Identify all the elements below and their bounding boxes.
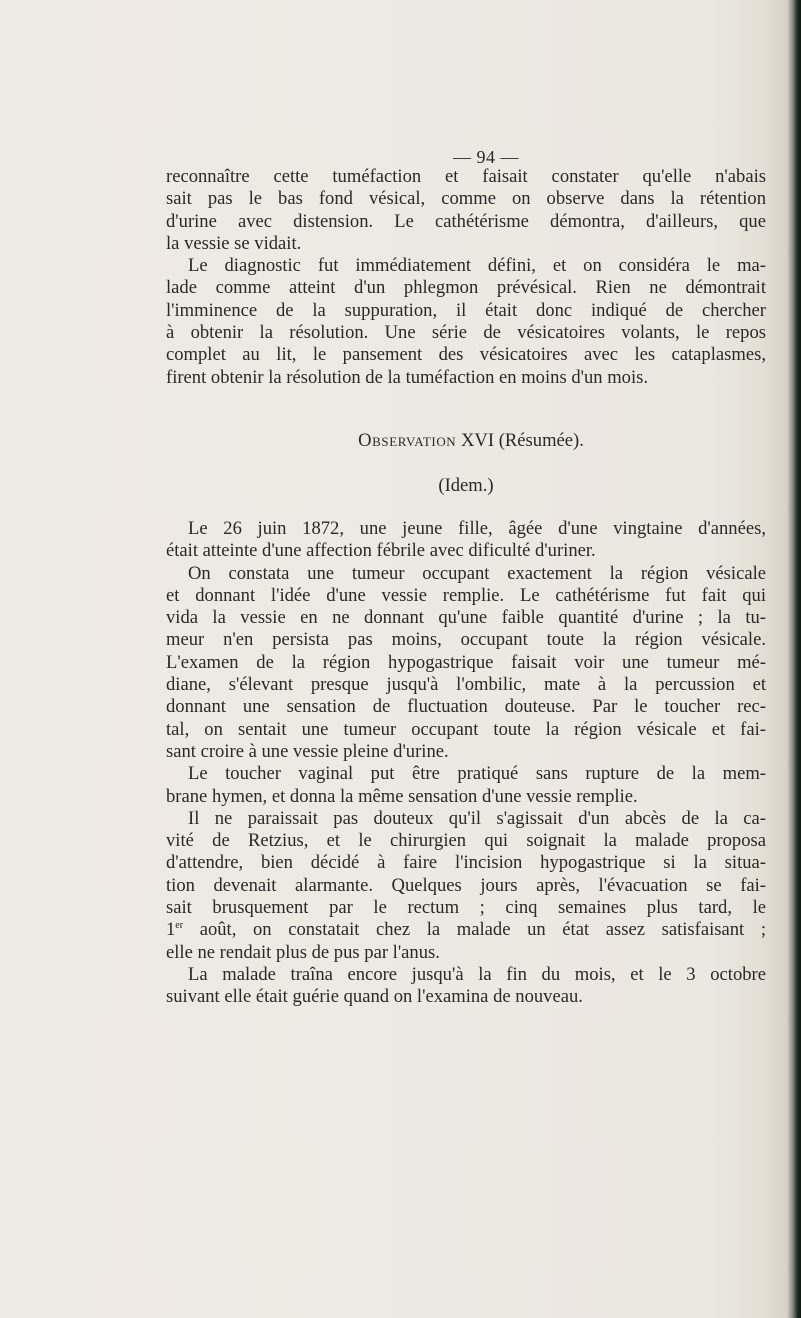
text-line: et donnant l'idée d'une vessie remplie. Le cathétérisme fut fait qui [166,584,766,606]
text-line: brane hymen, et donna la même sensation d'une vessie remplie. [166,785,638,807]
text-line: sait pas le bas fond vésical, comme on observe dans la rétention [166,188,766,210]
text-line: L'examen de la région hypogastrique faisait voir une tumeur mé- [166,651,766,673]
paragraph-7 [166,964,766,1009]
text-line: d'urine avec distension. Le cathétérisme démontra, d'ailleurs, que [166,210,766,232]
text-line: la vessie se vidait. [166,232,302,254]
text-line: d'attendre, bien décidé à faire l'incision hypogastrique si la situa- [166,852,766,874]
text-line: l'imminence de la suppuration, il était donc indiqué de chercher [166,299,766,321]
date-day: 1 [166,919,176,941]
text-line: donnant une sensation de fluctuation douteuse. Par le toucher rec- [166,696,766,718]
text-line: suivant elle était guérie quand on l'examina de nouveau. [166,986,583,1008]
page-text [166,146,766,1009]
text-line: On constata une tumeur occupant exactement la région vésicale [188,562,766,584]
text-line: firent obtenir la résolution de la tuméfaction en moins d'un mois. [166,366,649,388]
text-line: diane, s'élevant presque jusqu'à l'ombilic, mate à la percussion et [166,674,766,696]
page-number: — 94 — [453,147,519,167]
text-line: sant croire à une vessie pleine d'urine. [166,740,449,762]
text-line: complet au lit, le pansement des vésicatoires avec les cataplasmes, [166,344,766,366]
paragraph-1 [166,166,766,255]
text-line: Il ne paraissait pas douteux qu'il s'agissait d'un abcès de la ca- [188,807,766,829]
text-line: sait brusquement par le rectum ; cinq semaines plus tard, le [166,897,766,919]
text-line: meur n'en persista pas moins, occupant toute la région vésicale. [166,629,766,651]
text-line: Le toucher vaginal put être pratiqué sans rupture de la mem- [188,763,766,785]
text-line [166,919,766,941]
paragraph-2 [166,255,766,389]
observation-numeral: XVI [460,429,495,451]
text-line: elle ne rendait plus de pus par l'anus. [166,941,440,963]
text-line: lade comme atteint d'un phlegmon prévésical. Rien ne démontrait [166,277,766,299]
text-line: était atteinte d'une affection fébrile avec dificulté d'uriner. [166,540,596,562]
paragraph-4 [166,563,766,764]
observation-heading [176,430,766,452]
date-rest: août, on constatait chez la malade un état assez satisfaisant ; [183,919,766,941]
paragraph-6 [166,808,766,964]
observation-label: Observation [358,429,457,451]
text-line: tion devenait alarmante. Quelques jours après, l'évacuation se fai- [166,874,766,896]
ordinal-suffix: er [175,920,184,932]
text-line: Le 26 juin 1872, une jeune fille, âgée d'une vingtaine d'années, [188,517,766,539]
text-line: La malade traîna encore jusqu'à la fin du mois, et le 3 octobre [188,963,766,985]
text-line: Le diagnostic fut immédiatement défini, et on considéra le ma- [188,255,766,277]
text-line: vité de Retzius, et le chirurgien qui soignait la malade proposa [166,830,766,852]
text-line: à obtenir la résolution. Une série de vésicatoires volants, le repos [166,322,766,344]
observation-summary: (Résumée). [498,429,584,451]
text-line: reconnaître cette tuméfaction et faisait constater qu'elle n'abais [166,166,766,187]
page-binding-edge [787,0,801,1318]
observation-source: (Idem.) [438,474,494,496]
paragraph-5 [166,763,766,808]
text-line: vida la vessie en ne donnant qu'une faible quantité d'urine ; la tu- [166,607,766,629]
text-line: tal, on sentait une tumeur occupant toute la région vésicale et fai- [166,718,766,740]
paragraph-3 [166,518,766,563]
